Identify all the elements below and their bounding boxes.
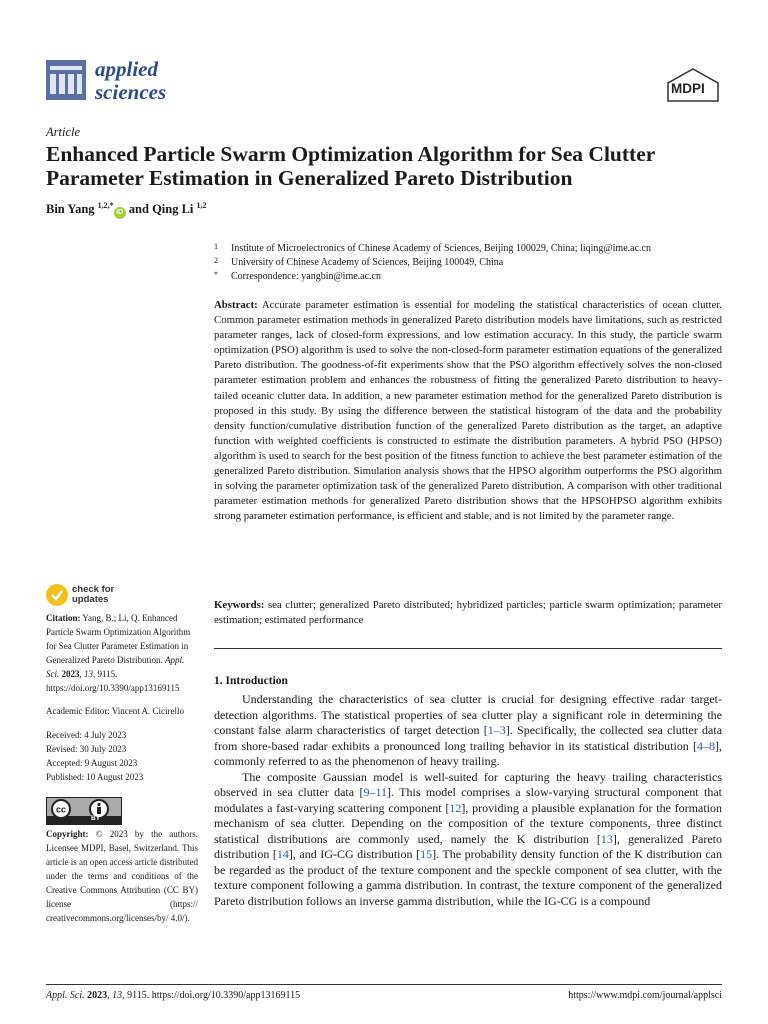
accepted-date: Accepted: 9 August 2023 xyxy=(46,758,138,768)
check-label: check for xyxy=(72,584,115,595)
cc-by-license-badge[interactable] xyxy=(46,797,122,825)
citation-link[interactable]: 4–8 xyxy=(697,738,715,753)
publication-dates xyxy=(46,728,198,784)
citation-link[interactable]: 13 xyxy=(600,831,613,846)
copyright-text: © 2023 by the authors. Licensee MDPI, Basel, Switzerland. This article is an open access article distributed under the terms and conditions of the Creative Commons Attribution (CC BY) license (https:// creativecommons.org/licenses/by/ 4.0/). xyxy=(46,829,199,923)
check-for-updates-badge[interactable] xyxy=(46,584,166,608)
published-date: Published: 10 August 2023 xyxy=(46,772,144,782)
abstract xyxy=(214,298,722,524)
citation-link[interactable]: 15 xyxy=(420,847,433,861)
affiliation-mark: 2 xyxy=(214,256,218,265)
received-date: Received: 4 July 2023 xyxy=(46,730,127,740)
citation-year: 2023 xyxy=(61,669,80,679)
copyright-block xyxy=(46,827,198,925)
affiliation-text: University of Chinese Academy of Sciences, Beijing 100049, China xyxy=(231,257,504,268)
paragraph: The composite Gaussian model is well-suited for capturing the heavy trailing characteristics observed in sea clutter data [9–11]. This model comprises a slow-varying structural component that modulates a fast-varying scattering component [12], providing a plausible explanation for the formation mechanism of sea clutter. Depending on the composition of the texture components, three distinct statistical distributions are commonly used, namely the K distribution [13], generalized Pareto distribution [14], and IG-CG distribution [15]. The probability density function of the K distribution can be regarded as the product of the texture component and the speckle component of sea clutter, with the texture component following a gamma distribution. In contrast, the texture component of the generalized Pareto distribution follows an inverse gamma distribution, while the IG-CG is a compound xyxy=(214,769,723,908)
cc-by-label: BY xyxy=(91,815,101,822)
citation-label: Citation: xyxy=(46,613,81,623)
author-separator: and xyxy=(128,202,149,216)
affiliation-mark: 1 xyxy=(214,242,218,251)
introduction-body xyxy=(214,692,722,909)
citation-volume: 13 xyxy=(84,669,93,679)
check-label: updates xyxy=(72,594,109,605)
footer-citation: Appl. Sci. 2023, 13, 9115. https://doi.org/10.3390/app13169115 xyxy=(46,990,301,1001)
section-heading: 1. Introduction xyxy=(214,675,288,687)
author-name[interactable]: Bin Yang xyxy=(46,202,95,216)
correspondence-text[interactable]: Correspondence: yangbin@ime.ac.cn xyxy=(231,271,381,282)
affiliation-text: Institute of Microelectronics of Chinese Academy of Sciences, Beijing 100029, China; liqing@ime.ac.cn xyxy=(231,243,651,254)
revised-date: Revised: 30 July 2023 xyxy=(46,744,127,754)
section-divider xyxy=(214,648,722,649)
author-name[interactable]: Qing Li xyxy=(152,202,194,216)
keywords xyxy=(214,598,722,628)
journal-logo-icon xyxy=(46,60,86,100)
citation-journal: Appl. Sci. xyxy=(46,655,185,679)
citation-doi-link[interactable]: https://doi.org/10.3390/app13169115 xyxy=(46,683,180,693)
citation-link[interactable]: 1–3 xyxy=(487,723,506,737)
copyright-label: Copyright: xyxy=(46,829,89,839)
citation-text: Yang, B.; Li, Q. Enhanced Particle Swarm Optimization Algorithm for Sea Clutter Parameter Estimation in Generalized Pareto Distribution. xyxy=(46,613,191,665)
author-list xyxy=(46,201,207,219)
footer-journal-link[interactable]: https://www.mdpi.com/journal/applsci xyxy=(568,990,722,1001)
svg-text:cc: cc xyxy=(55,804,67,815)
abstract-text: Accurate parameter estimation is essential for modeling the statistical characteristics of ocean clutter. Common parameter estimation methods in generalized Pareto distribution models have limitations, such as restricted parameter ranges, lack of closed-form expressions, and low estimation accuracy. In this study, the particle swarm optimization (PSO) algorithm is used to solve the non-closed-form parameter estimation equations of the generalized Pareto distribution. The goodness-of-fit experiments show that the PSO algorithm effectively solves the non-closed parameter estimation problem and enhances the robustness of fitting the generalized Pareto distribution to heavy-tailed oceanic clutter data. In addition, a new parameter estimation method for the generalized Pareto distribution is proposed in this study. By using the difference between the statistical histogram of the data and the probability density function/cumulative distribution function of the generalized Pareto distribution as the target, an adaptive function with weighted coefficients is constructed to estimate the distribution parameters. A hybrid PSO (HPSO) algorithm is used to search for the best position of the fitness function to achieve the best parameter estimation of the generalized Pareto distribution. Simulation analysis shows that the HPSO algorithm outperforms the PSO algorithm in solving the parameter optimization task of the generalized Pareto distribution. A comparison with other traditional parameter estimation methods for generalized Pareto distribution shows that the HPSOHPSO algorithm exhibits strong parameter estimation performance, is efficient and stable, and is not limited by the parameter range. xyxy=(214,299,722,523)
affiliation-mark: * xyxy=(214,270,218,279)
paragraph: Understanding the characteristics of sea clutter is crucial for designing effective radar target-detection algorithms. The statistical properties of sea clutter play a significant role in determining the constant false alarm characteristics of target detection [1–3]. Specifically, the collected sea clutter data from shore-based radar exhibits a pronounced long trailing behavior in its statistical distribution [4–8], commonly referred to as the phenomenon of heavy trailing. xyxy=(214,692,723,768)
citation-link[interactable]: 14 xyxy=(276,847,289,861)
checkmark-icon xyxy=(46,584,68,606)
keywords-text: sea clutter; generalized Pareto distributed; hybridized particles; particle swarm optimization; parameter estimation; estimated performance xyxy=(214,599,723,627)
footer-divider xyxy=(46,984,722,985)
author-affiliation-marks: 1,2 xyxy=(196,201,207,210)
citation-link[interactable]: 12 xyxy=(449,800,462,815)
journal-name: applied sciences xyxy=(95,57,167,104)
paper-title: Enhanced Particle Swarm Optimization Algorithm for Sea Clutter Parameter Estimation in Generalized Pareto Distribution xyxy=(46,142,655,190)
article-type: Article xyxy=(46,125,81,139)
orcid-icon[interactable]: iD xyxy=(114,207,126,219)
academic-editor: Academic Editor: Vincent A. Cicirello xyxy=(46,706,185,716)
citation-link[interactable]: 9–11 xyxy=(363,785,388,799)
keywords-label: Keywords: xyxy=(214,599,265,611)
author-affiliation-marks: 1,2,* xyxy=(97,201,114,210)
mdpi-logo: MDPI xyxy=(664,67,722,107)
citation-block: Citation: Yang, B.; Li, Q. Enhanced Particle Swarm Optimization Algorithm for Sea Clutter Parameter Estimation in Generalized Pareto Distribution. Appl. Sci. 2023, 13, 9115. https://doi.org/10.3390/app13169115 xyxy=(46,613,191,693)
creative-commons-icon xyxy=(47,798,121,824)
abstract-label: Abstract: xyxy=(214,299,258,311)
